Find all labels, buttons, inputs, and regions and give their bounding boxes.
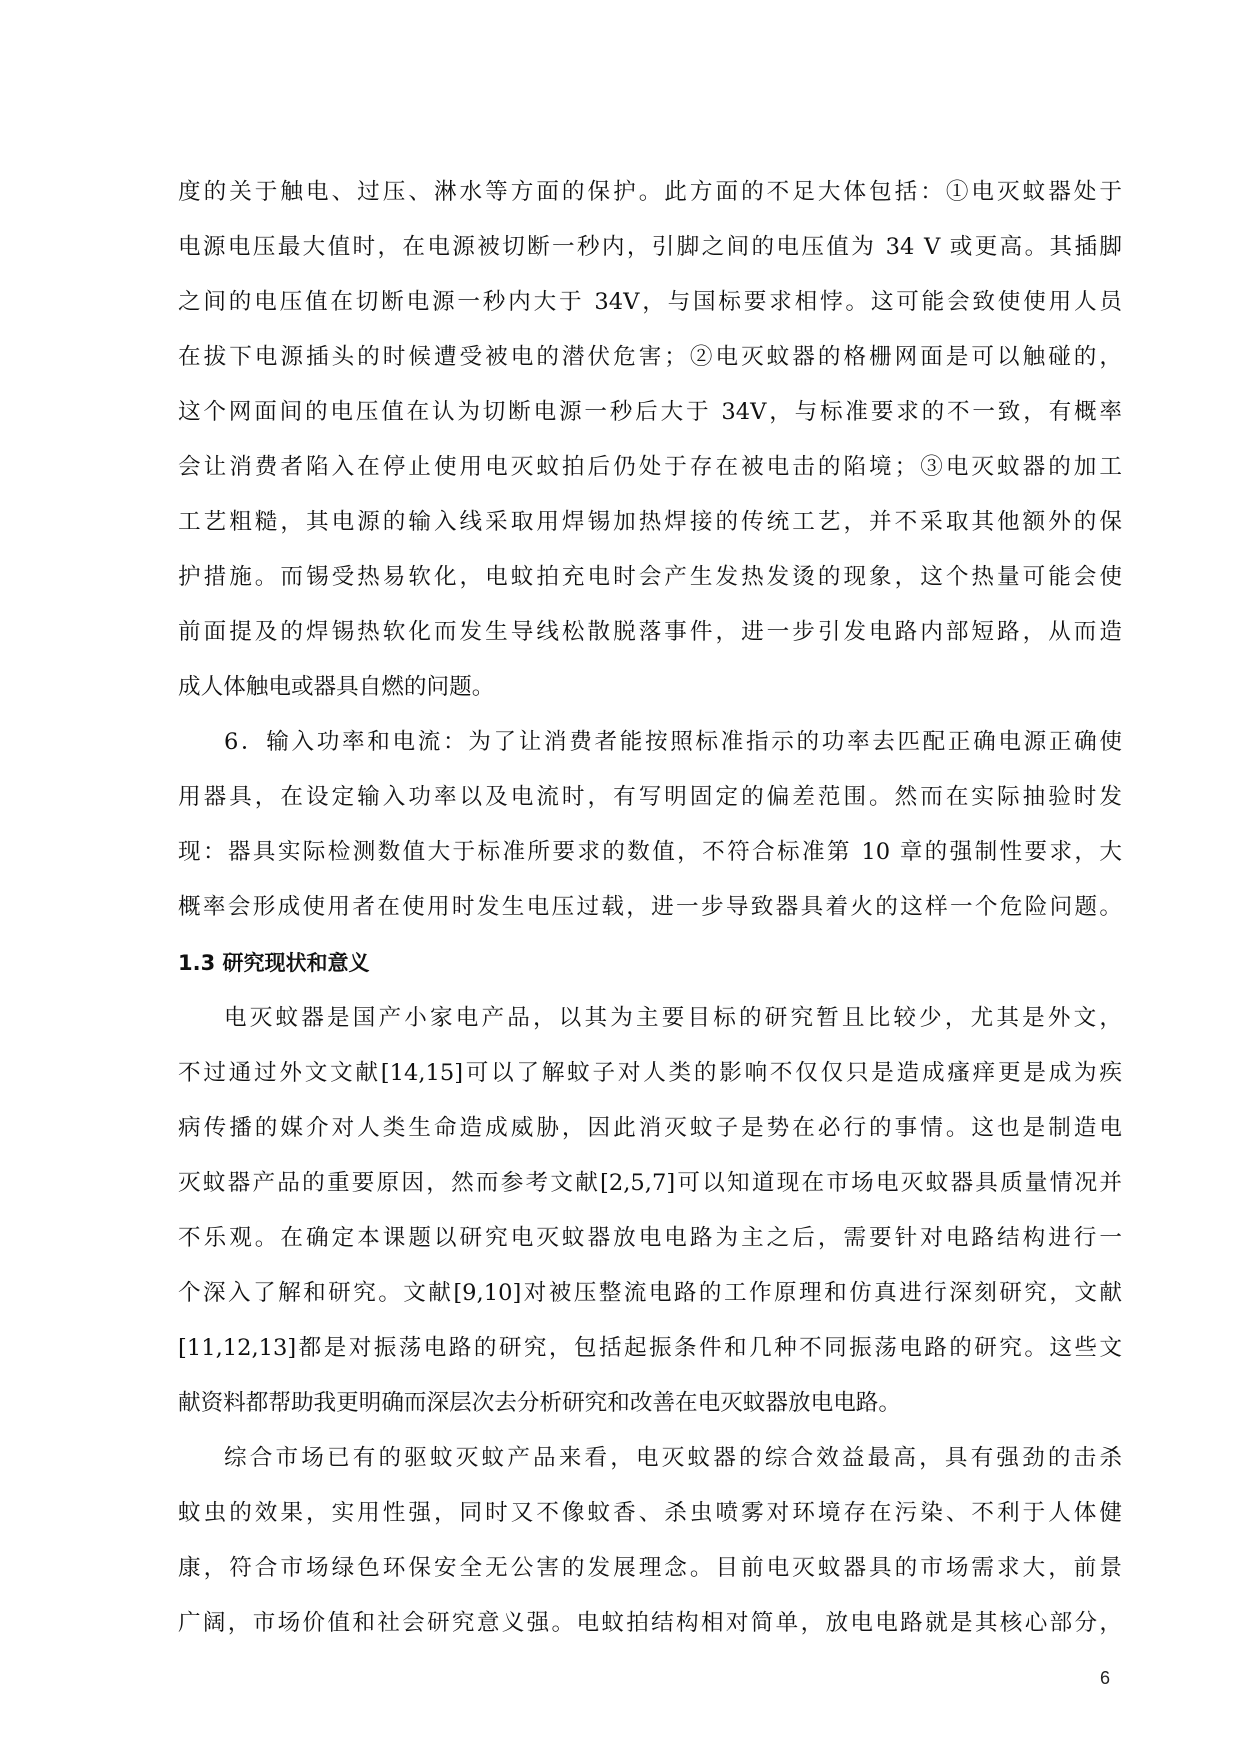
body-text-line: 献资料都帮助我更明确而深层次去分析研究和改善在电灭蚊器放电电路。 [178, 1390, 901, 1416]
body-text-line: 在拔下电源插头的时候遭受被电的潜伏危害；②电灭蚊器的格栅网面是可以触碰的， [178, 344, 1122, 370]
body-text-line: 6．输入功率和电流：为了让消费者能按照标准指示的功率去匹配正确电源正确使 [224, 729, 1122, 755]
body-text-line: 病传播的媒介对人类生命造成威胁，因此消灭蚊子是势在必行的事情。这也是制造电 [178, 1115, 1122, 1141]
body-text-line: 电灭蚊器是国产小家电产品，以其为主要目标的研究暂且比较少，尤其是外文， [224, 1005, 1122, 1031]
body-text-line: 前面提及的焊锡热软化而发生导线松散脱落事件，进一步引发电路内部短路，从而造 [178, 619, 1122, 645]
body-text-line: 度的关于触电、过压、淋水等方面的保护。此方面的不足大体包括：①电灭蚊器处于 [178, 179, 1122, 205]
body-text-line: 这个网面间的电压值在认为切断电源一秒后大于 34V，与标准要求的不一致，有概率 [178, 399, 1122, 425]
body-text-line: 概率会形成使用者在使用时发生电压过载，进一步导致器具着火的这样一个危险问题。 [178, 894, 1122, 920]
section-heading: 1.3 研究现状和意义 [178, 951, 370, 975]
body-text-line: 个深入了解和研究。文献[9,10]对被压整流电路的工作原理和仿真进行深刻研究，文献 [178, 1280, 1122, 1306]
body-text-line: 不过通过外文文献[14,15]可以了解蚊子对人类的影响不仅仅只是造成瘙痒更是成为疾 [178, 1060, 1122, 1086]
body-text-line: [11,12,13]都是对振荡电路的研究，包括起振条件和几种不同振荡电路的研究。这些文 [178, 1335, 1122, 1361]
body-text-line: 用器具，在设定输入功率以及电流时，有写明固定的偏差范围。然而在实际抽验时发 [178, 784, 1122, 810]
body-text-line: 电源电压最大值时，在电源被切断一秒内，引脚之间的电压值为 34 V 或更高。其插脚 [178, 234, 1122, 260]
body-text-line: 综合市场已有的驱蚊灭蚊产品来看，电灭蚊器的综合效益最高，具有强劲的击杀 [224, 1445, 1122, 1471]
body-text-line: 成人体触电或器具自燃的问题。 [178, 674, 495, 700]
body-text-line: 之间的电压值在切断电源一秒内大于 34V，与国标要求相悖。这可能会致使使用人员 [178, 289, 1122, 315]
body-text-line: 广阔，市场价值和社会研究意义强。电蚊拍结构相对简单，放电电路就是其核心部分， [178, 1610, 1122, 1636]
body-text-line: 蚊虫的效果，实用性强，同时又不像蚊香、杀虫喷雾对环境存在污染、不利于人体健 [178, 1500, 1122, 1526]
body-text-line: 灭蚊器产品的重要原因，然而参考文献[2,5,7]可以知道现在市场电灭蚊器具质量情况并 [178, 1170, 1122, 1196]
body-text-line: 工艺粗糙，其电源的输入线采取用焊锡加热焊接的传统工艺，并不采取其他额外的保 [178, 509, 1122, 535]
page-number: 6 [1100, 1668, 1111, 1688]
body-text-line: 护措施。而锡受热易软化，电蚊拍充电时会产生发热发烫的现象，这个热量可能会使 [178, 564, 1122, 590]
body-text-line: 会让消费者陷入在停止使用电灭蚊拍后仍处于存在被电击的陷境；③电灭蚊器的加工 [178, 454, 1122, 480]
body-text-line: 康，符合市场绿色环保安全无公害的发展理念。目前电灭蚊器具的市场需求大，前景 [178, 1555, 1122, 1581]
body-text-line: 现：器具实际检测数值大于标准所要求的数值，不符合标准第 10 章的强制性要求，大 [178, 839, 1122, 865]
body-text-line: 不乐观。在确定本课题以研究电灭蚊器放电电路为主之后，需要针对电路结构进行一 [178, 1225, 1122, 1251]
